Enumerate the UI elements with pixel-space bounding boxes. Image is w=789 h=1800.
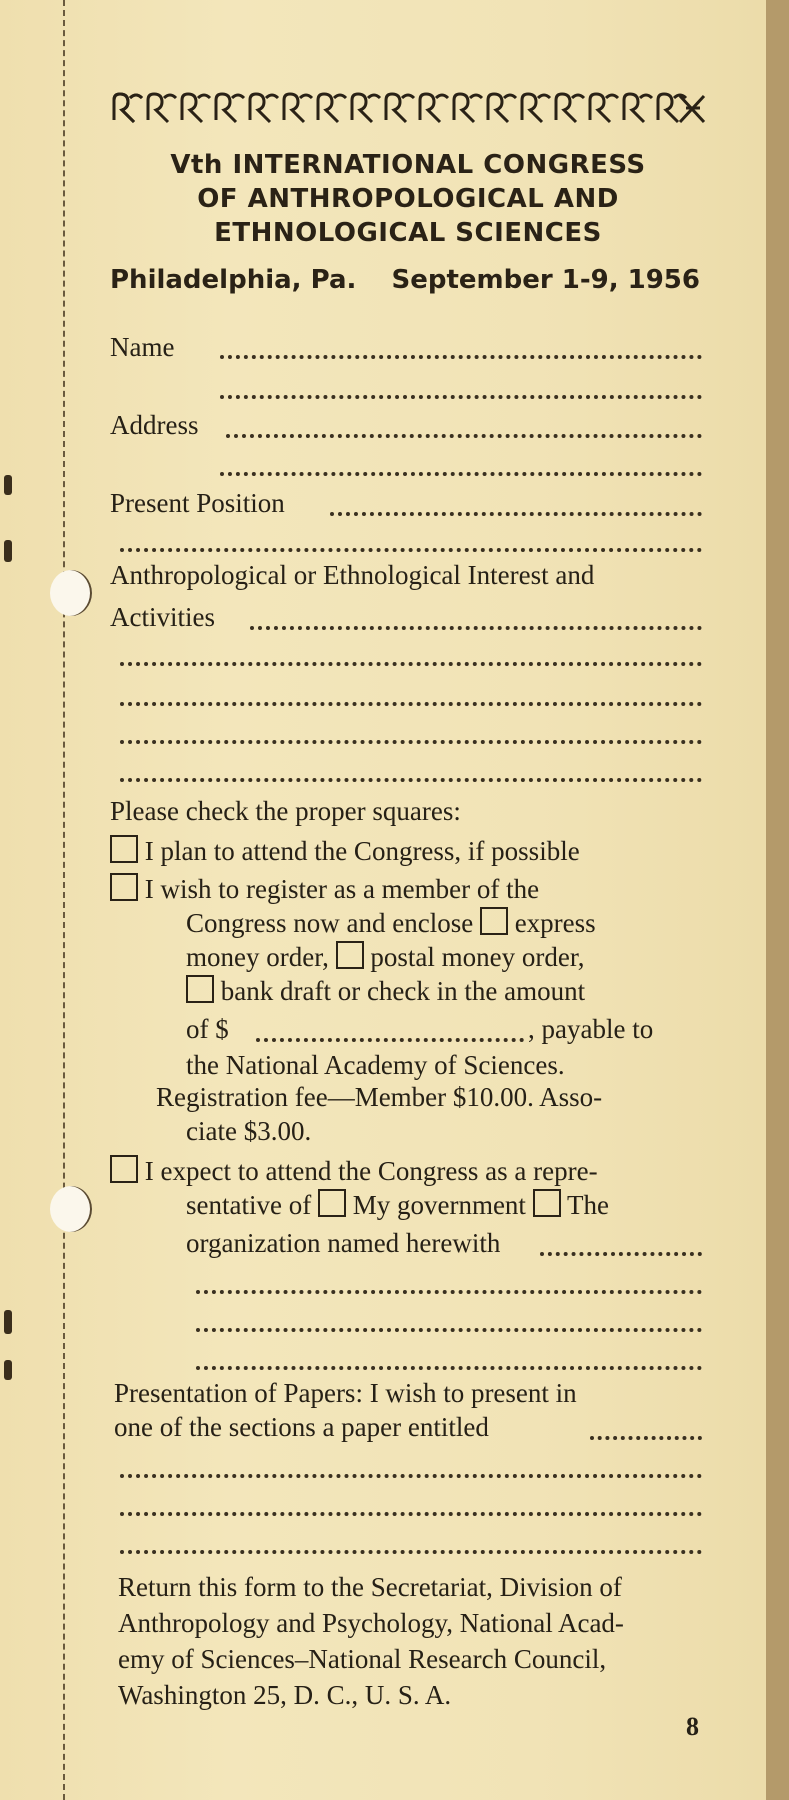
attend-option: [110, 834, 580, 868]
address-field-line-2[interactable]: [220, 472, 702, 476]
edge-mark: [4, 1310, 12, 1334]
paper-title-field-line-3[interactable]: [120, 1512, 702, 1516]
edge-mark: [4, 475, 12, 495]
organization-field-line-4[interactable]: [196, 1366, 702, 1370]
interest-label-line-2: Activities: [110, 602, 215, 632]
attend-checkbox[interactable]: [110, 835, 138, 863]
return-line-2: Anthropology and Psychology, National Acad-: [118, 1608, 624, 1638]
register-line-2: [186, 906, 596, 940]
check-instructions: Please check the proper squares:: [110, 796, 461, 826]
position-label: Present Position: [110, 488, 285, 518]
register-option: [110, 872, 539, 906]
return-line-4: Washington 25, D. C., U. S. A.: [118, 1680, 452, 1710]
papers-line-1: Presentation of Papers: I wish to present in: [114, 1378, 577, 1408]
express-money-order-checkbox[interactable]: [480, 907, 508, 935]
ornament-band: [108, 88, 708, 128]
bank-draft-checkbox[interactable]: [186, 975, 214, 1003]
dates: September 1-9, 1956: [391, 265, 700, 295]
congress-title-line-1: Vth INTERNATIONAL CONGRESS: [170, 150, 646, 180]
return-line-1: Return this form to the Secretariat, Division of: [118, 1572, 622, 1602]
name-field-line-2[interactable]: [220, 395, 702, 399]
perforation-line: [63, 0, 65, 1800]
place-and-date: [110, 265, 700, 295]
my-government-checkbox[interactable]: [318, 1189, 346, 1217]
organization-field-line-3[interactable]: [196, 1328, 702, 1332]
payee-label: the National Academy of Sciences.: [186, 1050, 565, 1080]
representative-option: [110, 1154, 598, 1188]
my-government-label: My government: [352, 1190, 526, 1220]
name-field[interactable]: [220, 355, 702, 359]
page-number: 8: [686, 1712, 699, 1741]
interest-field-line-3[interactable]: [120, 702, 702, 706]
representative-of-label: sentative of: [186, 1190, 312, 1220]
punch-hole: [50, 1186, 92, 1232]
register-line-4: [186, 974, 585, 1008]
address-label: Address: [110, 410, 199, 440]
money-order-label: money order,: [186, 942, 329, 972]
name-label: Name: [110, 332, 175, 362]
edge-mark: [4, 1360, 12, 1380]
register-line-3: [186, 940, 585, 974]
representative-line-2: [186, 1188, 609, 1222]
interest-field[interactable]: [250, 626, 702, 630]
express-label: express: [514, 908, 596, 938]
punch-hole: [50, 570, 92, 616]
organization-label: The: [566, 1190, 609, 1220]
return-line-3: emy of Sciences–National Research Council,: [118, 1644, 607, 1674]
organization-field-line-2[interactable]: [196, 1290, 702, 1294]
bank-draft-label: bank draft or check in the amount: [220, 976, 586, 1006]
paper-title-field-line-2[interactable]: [120, 1474, 702, 1478]
organization-field[interactable]: [540, 1252, 702, 1256]
postal-money-order-label: postal money order,: [370, 942, 585, 972]
payable-label: , payable to: [528, 1014, 654, 1044]
papers-line-2: one of the sections a paper entitled: [114, 1412, 489, 1442]
organization-named-label: organization named herewith: [186, 1228, 501, 1258]
congress-title-line-3: ETHNOLOGICAL SCIENCES: [214, 218, 602, 248]
register-label-line-1: I wish to register as a member of the: [144, 874, 540, 904]
address-field[interactable]: [226, 434, 702, 438]
register-checkbox[interactable]: [110, 873, 138, 901]
paper-title-field[interactable]: [590, 1436, 702, 1440]
congress-title-line-2: OF ANTHROPOLOGICAL AND: [197, 184, 619, 214]
position-field[interactable]: [330, 512, 702, 516]
paper-title-field-line-4[interactable]: [120, 1550, 702, 1554]
fee-line-1: Registration fee—Member $10.00. Asso-: [156, 1082, 603, 1112]
position-field-line-2[interactable]: [120, 548, 702, 552]
interest-label-line-1: Anthropological or Ethnological Interest and: [110, 560, 595, 590]
place: Philadelphia, Pa.: [110, 265, 357, 295]
postal-money-order-checkbox[interactable]: [336, 941, 364, 969]
representative-label: I expect to attend the Congress as a repre-: [144, 1156, 598, 1186]
interest-field-line-5[interactable]: [120, 778, 702, 782]
representative-checkbox[interactable]: [110, 1155, 138, 1183]
interest-field-line-2[interactable]: [120, 662, 702, 666]
organization-checkbox[interactable]: [533, 1189, 561, 1217]
amount-prefix: of $: [186, 1014, 229, 1044]
interest-field-line-4[interactable]: [120, 740, 702, 744]
edge-mark: [4, 540, 12, 562]
fee-line-2: ciate $3.00.: [186, 1116, 312, 1146]
register-label-line-2: Congress now and enclose: [186, 908, 474, 938]
attend-label: I plan to attend the Congress, if possible: [144, 836, 580, 866]
amount-field[interactable]: [256, 1038, 524, 1042]
